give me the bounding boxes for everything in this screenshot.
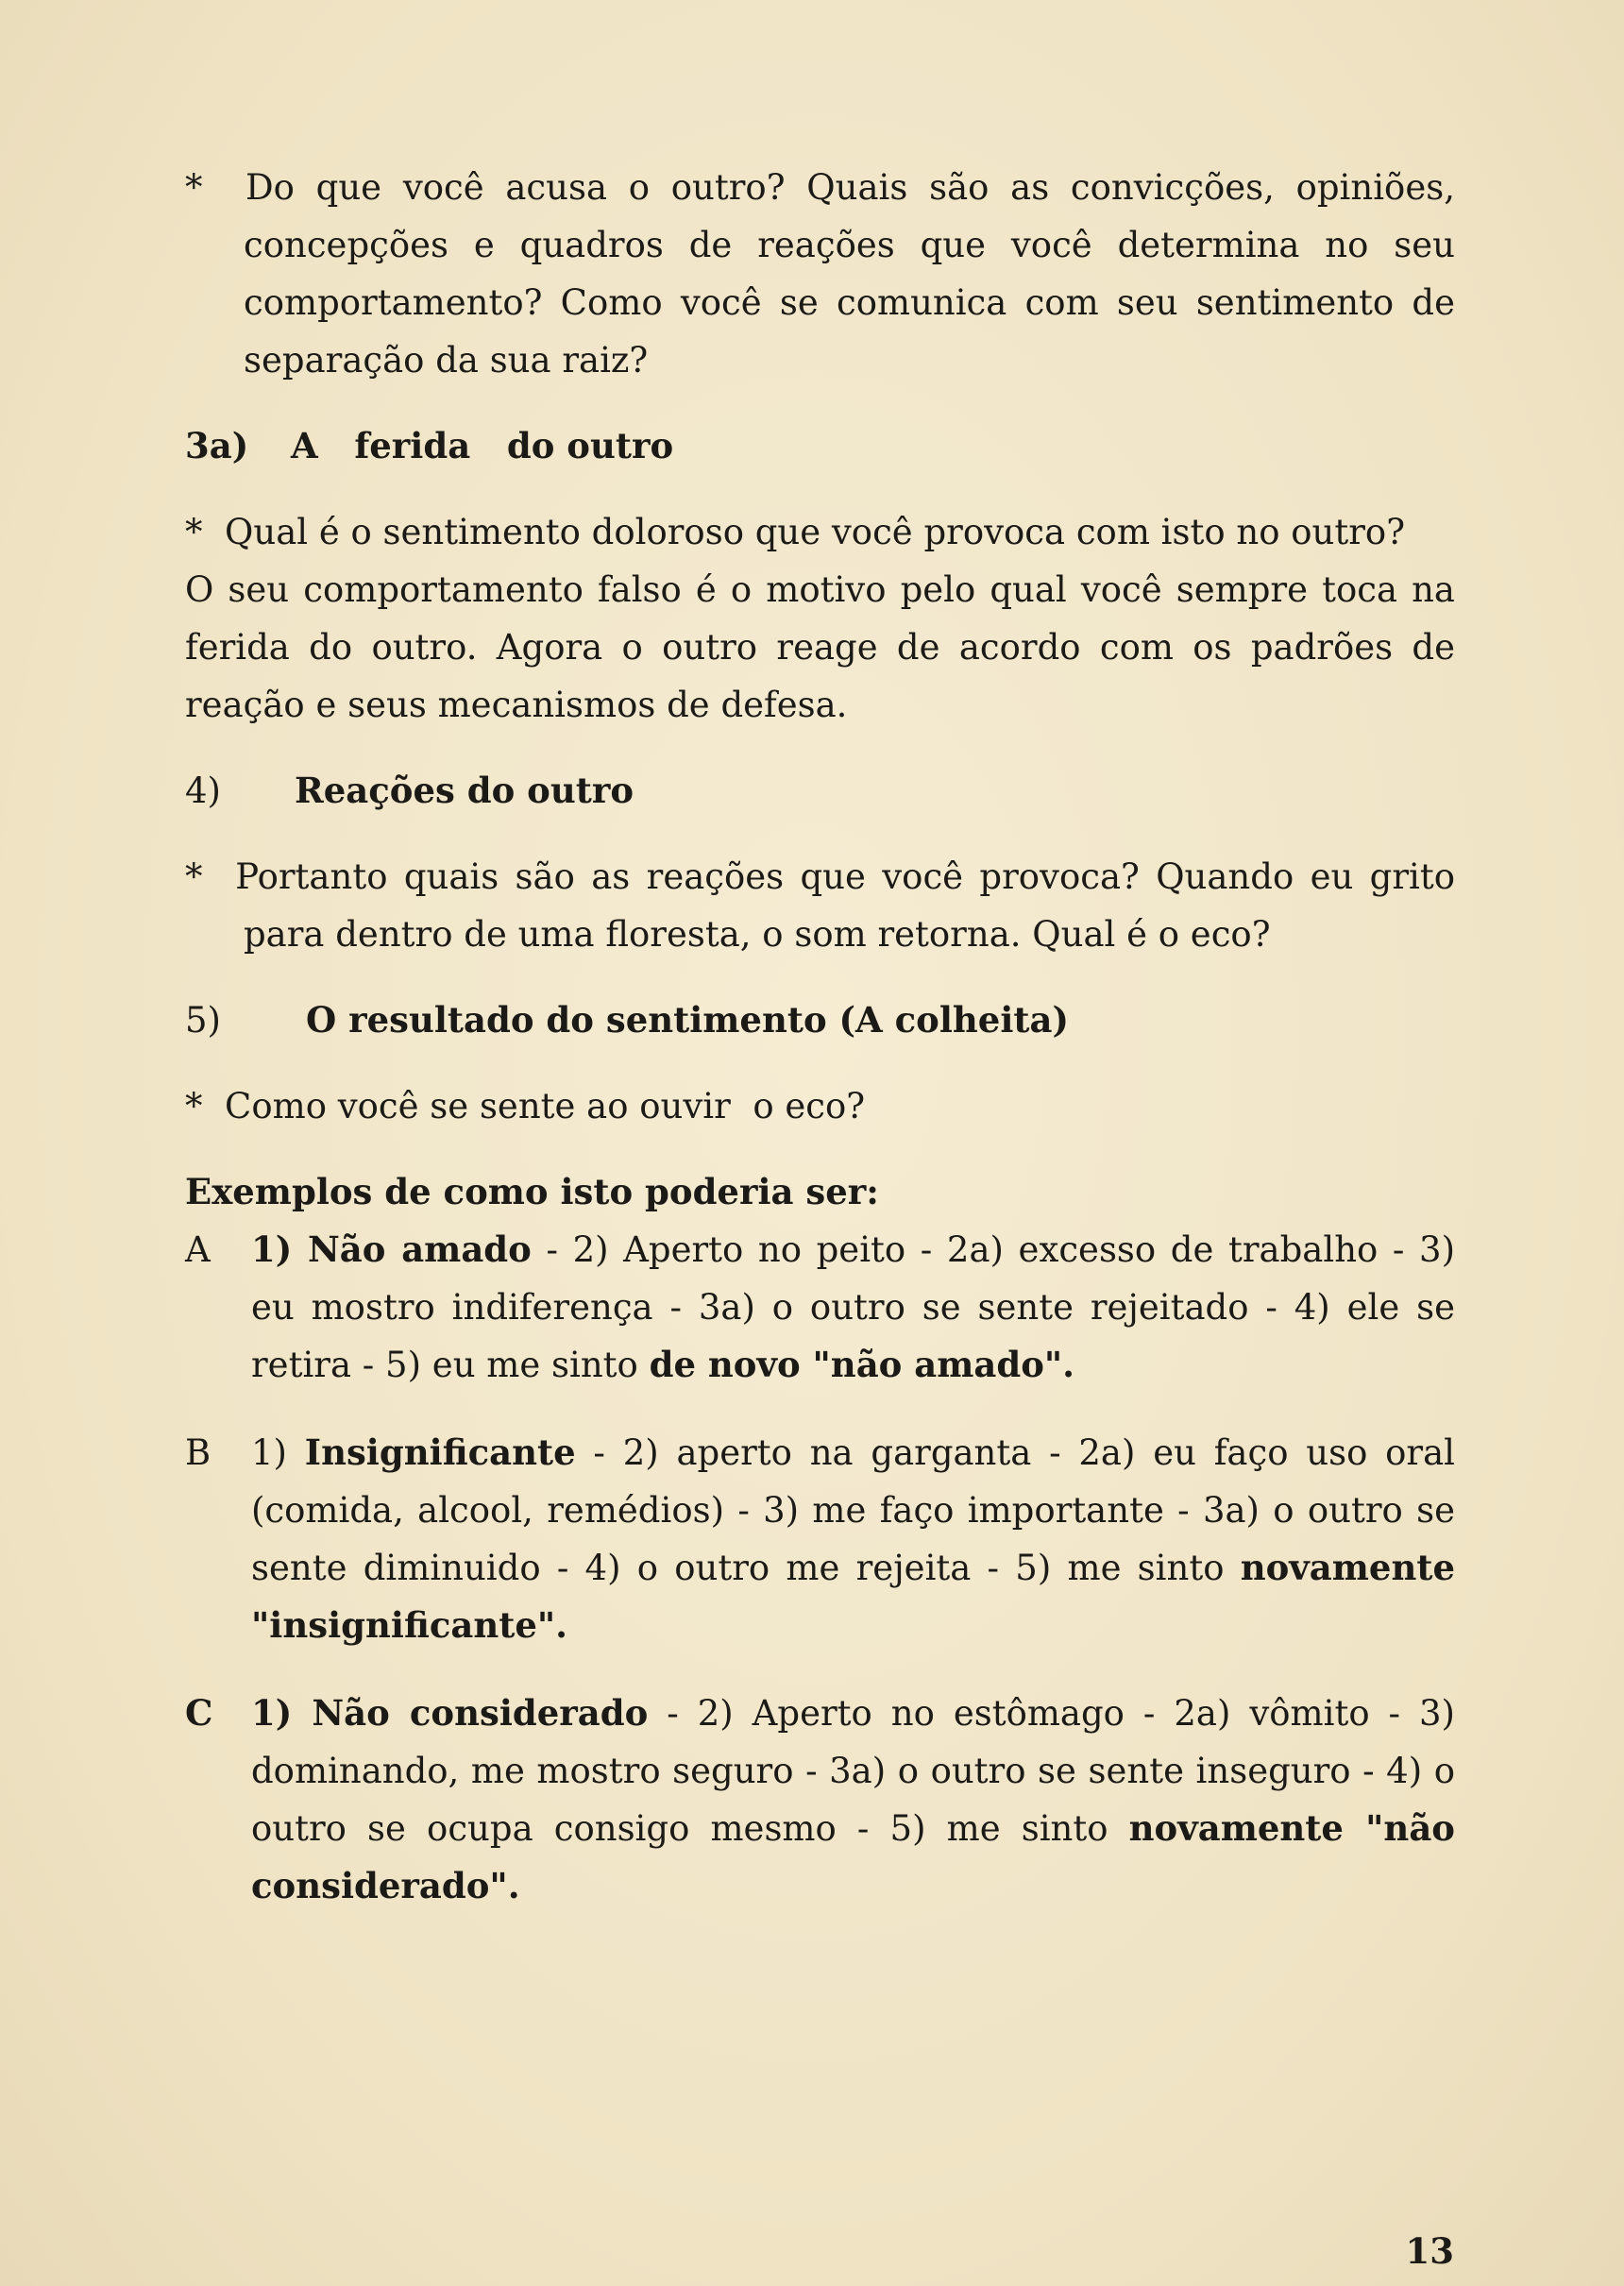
heading-5: 5) O resultado do sentimento (A colheita) [185, 999, 1069, 1041]
page-number: 13 [1405, 2230, 1454, 2272]
example-b: B 1) Insignificante - 2) aperto na garganta - 2a) eu faço uso oral (comida, alcool, remédios) - 3) me faço importante - 3a) o outro se sente diminuido - 4) o outro me rejeita - 5) me sinto novamente "insignificante". [185, 1431, 1455, 1646]
question-accuse: * Do que você acusa o outro? Quais são as convicções, opiniões, concepções e quadros de reações que você determina no seu comportamento? Como você se comunica com seu sentimento de separação da sua raiz? [185, 167, 1455, 381]
bullet-marker: * [185, 856, 203, 897]
heading-4: 4) Reações do outro [185, 770, 634, 811]
bullet-marker: * [185, 512, 203, 552]
bullet-marker: * [185, 167, 203, 208]
question-echo: * Como você se sente ao ouvir o eco? [185, 1086, 866, 1126]
heading-3a: 3a) A ferida do outro [185, 425, 674, 466]
behavior-paragraph: O seu comportamento falso é o motivo pelo qual você sempre toca na ferida do outro. Agora o outro reage de acordo com os padrões de reação e seus mecanismos de defesa. [185, 569, 1455, 725]
example-a: A 1) Não amado - 2) Aperto no peito - 2a) excesso de trabalho - 3) eu mostro indiferença - 3a) o outro se sente rejeitado - 4) ele se retira - 5) eu me sinto de novo "não amado". [185, 1228, 1455, 1385]
question-pain: * Qual é o sentimento doloroso que você provoca com isto no outro? [185, 512, 1406, 552]
example-c: C 1) Não considerado - 2) Aperto no estômago - 2a) vômito - 3) dominando, me mostro seguro - 3a) o outro se sente inseguro - 4) o outro se ocupa consigo mesmo - 5) me sinto novamente "não considerado". [185, 1692, 1455, 1906]
bullet-marker: * [185, 1086, 203, 1126]
question-reactions: * Portanto quais são as reações que você provoca? Quando eu grito para dentro de uma floresta, o som retorna. Qual é o eco? [185, 856, 1455, 955]
examples-title: Exemplos de como isto poderia ser: [185, 1171, 879, 1212]
page-content [185, 159, 1455, 1915]
